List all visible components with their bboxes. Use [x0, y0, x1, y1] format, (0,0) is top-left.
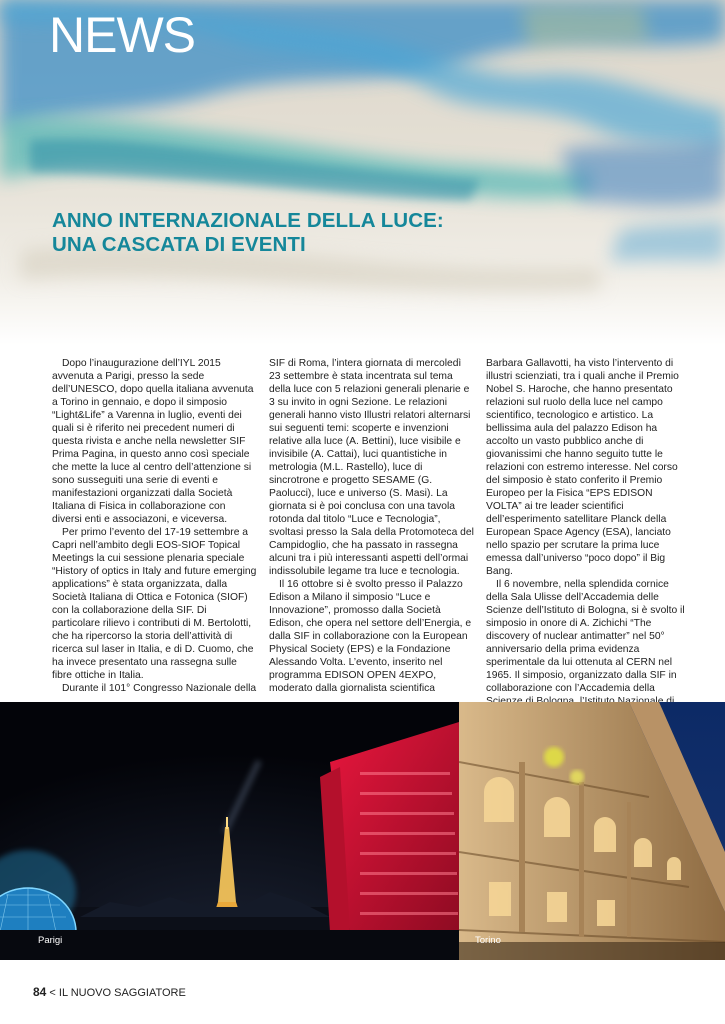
- headline-line-1: ANNO INTERNAZIONALE DELLA LUCE:: [52, 209, 444, 232]
- photo-strip: [0, 702, 725, 960]
- headline-line-2: UNA CASCATA DI EVENTI: [52, 233, 306, 256]
- photo-caption-paris: Parigi: [38, 935, 63, 946]
- page-footer: [33, 985, 186, 999]
- paragraph: Durante il 101° Congresso Nazionale della: [62, 683, 257, 694]
- photo-turin-palace: [459, 702, 725, 960]
- page-number: 84: [33, 985, 47, 999]
- photo-paris-night: [0, 702, 459, 960]
- section-title: NEWS: [49, 7, 195, 63]
- article-headline: [52, 209, 572, 257]
- paragraph: Barbara Gallavotti, ha visto l’intervento di illustri scienziati, tra i quali anche il Premio Nobel S. Haroche, che hanno presentato relazioni sul ruolo della luce nel campo scientifico, tecnologico e artistico. La bellissima aula del palazzo Edison ha accolto un vasto pubblico anche di giovanissimi che hanno seguito tutte le relazioni con estremo interesse. Nel corso del simposio è stato conferito il Premio Europeo per la Fisica “EPS EDISON VOLTA” ai tre leader scientifici dell’esperimento satellitare Planck della European Space Agency (ESA), lanciato nello spazio per scrutare la prima luce emessa dall’universo “poco dopo” il Big Bang.: [486, 358, 679, 577]
- paris-illustration: [0, 702, 459, 960]
- paragraph: Per primo l’evento del 17-19 settembre a Capri nell’ambito degli EOS-SIOF Topical Meetings la cui sessione plenaria speciale “History of optics in Italy and future emerging applications” è stata organizzata, dalla Società Italiana di Ottica e Fotonica (SIOF) con la collaborazione della SIF. Di particolare rilievo i contributi di M. Bertolotti, che ha ripercorso la storia dell’attività di ricerca sul laser in Italia, e di D. Cuomo, che ha invece presentato una rassegna sulle fibre ottiche in Italia.: [52, 527, 257, 681]
- turin-illustration: [459, 702, 725, 960]
- header-banner: [0, 0, 725, 345]
- paragraph: SIF di Roma, l’intera giornata di mercoledì 23 settembre è stata incentrata sul tema della luce con 5 relazioni generali plenarie e 3 su invito in ogni Sezione. Le relazioni generali hanno visto Illustri relatori alternarsi sui seguenti temi: scoperte e invenzioni relative alla luce (A. Bettini), luce visibile e invisibile (A. Cattai), luci quantistiche in metrologia (M.L. Rastello), luce di sincrotrone e progetto SESAME (G. Paolucci), luce e universo (S. Masi). La giornata si è poi conclusa con una tavola rotonda dal titolo “Luce e Tecnologia”, svoltasi presso la Sala della Protomoteca del Campidoglio, che ha passato in rassegna alcuni tra i più interessanti aspetti dell’ormai indissolubile legame tra luce e tecnologia.: [269, 358, 474, 577]
- paragraph: Il 16 ottobre si è svolto presso il Palazzo Edison a Milano il simposio “Luce e Innovazione”, promosso dalla Società Edison, che opera nel settore dell’Energia, e dalla SIF in collaborazione con la European Physical Society (EPS) e la Fondazione Alessando Volta. L’evento, inserito nel programma EDISON OPEN 4EXPO, moderato dalla giornalista scientifica: [269, 579, 472, 694]
- paragraph: Il 6 novembre, nella splendida cornice della Sala Ulisse dell’Accademia delle Scienze dell’Istituto di Bologna, si è svolto il simposio in onore di A. Zichichi “The discovery of nuclear antimatter” nel 50° anniversario della prima evidenza sperimentale da lui ottenuta al CERN nel 1965. Il simposio, organizzato dalla SIF in collaborazione con l’Accademia della: [486, 579, 685, 694]
- photo-caption-turin: Torino: [475, 935, 501, 946]
- paragraph: Dopo l’inaugurazione dell’IYL 2015 avvenuta a Parigi, presso la sede dell’UNESCO, dopo quella italiana avvenuta a Torino in gennaio, e dopo il simposio “Light&Life” a Varenna in luglio, eventi dei quali si è riferito nei precedent numeri di questa rivista e anche nella newsletter SIF Prima Pagina, in questo anno così speciale che mette la luce al centro dell’attenzione si sono susseguiti una serie di eventi e manifestazioni organizzati dalla Società Italiana di Fisica in collaborazione con diversi enti e associazoni, e viceversa.: [52, 358, 254, 525]
- text-column-3: [486, 357, 691, 708]
- publication-name: < IL NUOVO SAGGIATORE: [49, 987, 186, 999]
- text-column-1: [52, 357, 257, 695]
- text-column-2: [269, 357, 474, 695]
